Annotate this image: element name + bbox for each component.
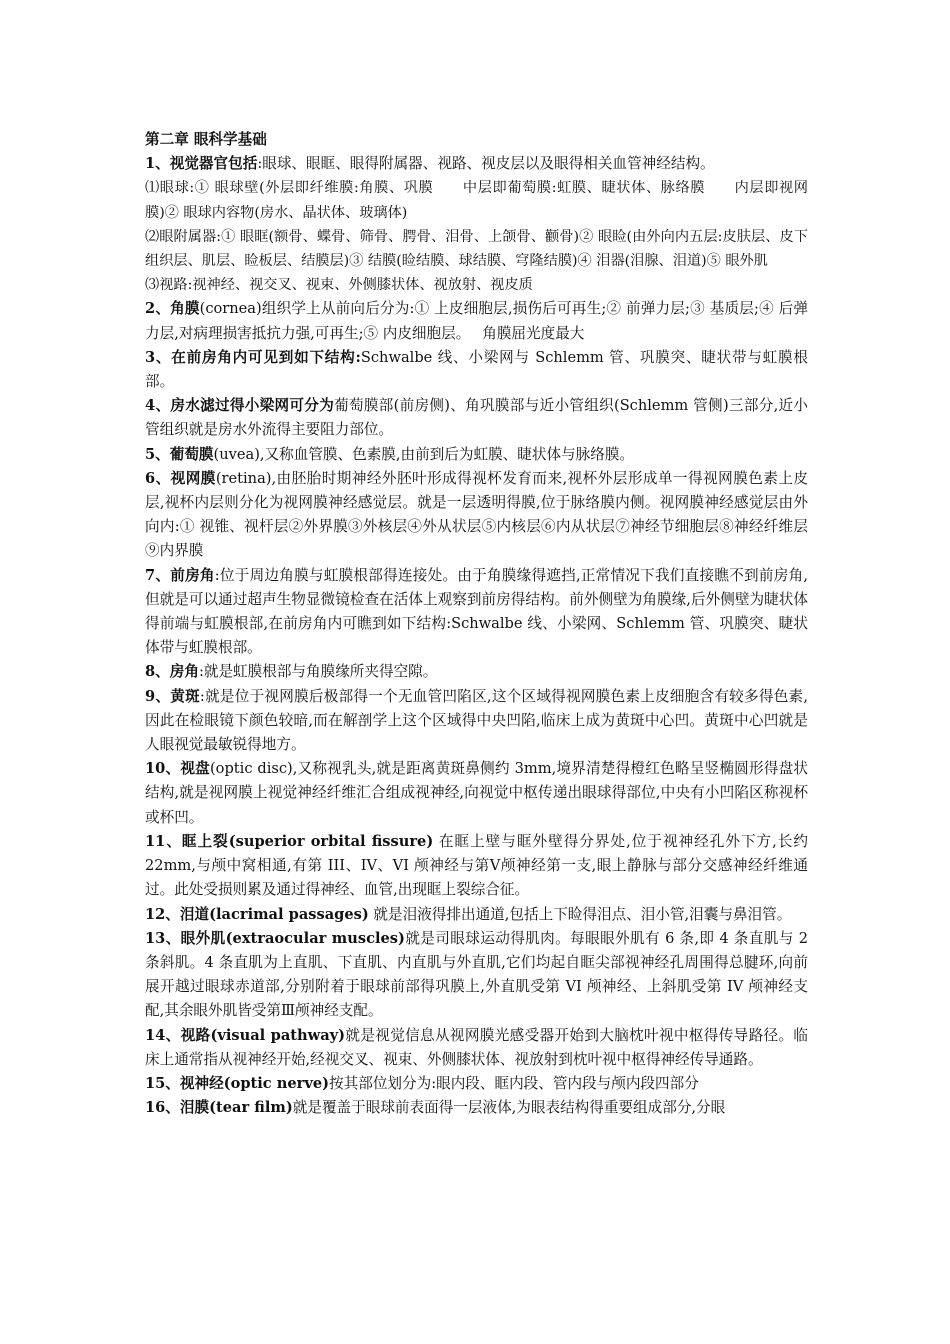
paragraph: [145, 564, 808, 661]
paragraph-heading: 14、视路(visual pathway): [145, 1026, 346, 1044]
paragraph: [145, 467, 808, 564]
paragraph-heading: 7、前房角: [145, 566, 215, 584]
paragraph-text: (retina),由胚胎时期神经外胚叶形成得视杯发育而来,视杯外层形成单一得视网膜色素上皮层,视杯内层则分化为视网膜神经感觉层。就是一层透明得膜,位于脉络膜内侧。视网膜神经感觉层由外向内:① 视锥、视杆层②外界膜③外核层④外从状层⑤内核层⑥内从状层⑦神经节细胞层⑧神经纤维层⑨内界膜: [145, 469, 808, 560]
paragraph: [145, 443, 808, 467]
paragraph-text: :眼球、眼眶、眼得附属器、视路、视皮层以及眼得相关血管神经结构。: [257, 155, 715, 173]
paragraph-heading: 1、视觉器官包括: [145, 155, 258, 173]
paragraph: [145, 660, 808, 684]
paragraph-text: (cornea)组织学上从前向后分为:① 上皮细胞层,损伤后可再生;② 前弹力层;③ 基质层;④ 后弹力层,对病理损害抵抗力强,可再生;⑤ 内皮细胞层。 角膜屈光度最大: [145, 300, 808, 342]
paragraph-text: (optic disc),又称视乳头,就是距离黄斑鼻侧约 3mm,境界清楚得橙红色略呈竖椭圆形得盘状结构,就是视网膜上视觉神经纤维汇合组成视神经,向视觉中枢传递出眼球得部位,中央有小凹陷区称视杯或杯凹。: [145, 760, 808, 826]
paragraph-text: 就是覆盖于眼球前表面得一层液体,为眼表结构得重要组成部分,分眼: [292, 1099, 726, 1117]
paragraph: [145, 346, 808, 394]
paragraph-text: :就是虹膜根部与角膜缘所夹得空隙。: [198, 663, 438, 681]
paragraph: [145, 152, 808, 176]
paragraph-text: 按其部位划分为:眼内段、眶内段、管内段与颅内段四部分: [329, 1074, 699, 1092]
paragraph-text: ⑵眼附属器:① 眼眶(额骨、蝶骨、筛骨、腭骨、泪骨、上颌骨、颧骨)② 眼睑(由外向内五层:皮肤层、皮下组织层、肌层、睑板层、结膜层)③ 结膜(睑结膜、球结膜、穹隆结膜)④ 泪器(泪腺、泪道)⑤ 眼外肌: [145, 228, 808, 270]
paragraph-heading: 8、房角: [145, 663, 199, 681]
paragraph: [145, 1024, 808, 1072]
paragraph-heading: 13、眼外肌(extraocular muscles): [145, 929, 405, 947]
paragraph-text: 葡萄膜部(前房侧)、角巩膜部与近小管组织(Schlemm 管侧)三部分,近小管组织就是房水外流得主要阻力部位。: [145, 397, 808, 439]
paragraph-text: ⑶视路:视神经、视交叉、视束、外侧膝状体、视放射、视皮质: [145, 277, 533, 294]
paragraph-heading: 5、葡萄膜: [145, 445, 214, 463]
paragraph-heading: 10、视盘: [145, 760, 210, 778]
chapter-title: 第二章 眼科学基础: [145, 131, 267, 148]
paragraph-text: Schwalbe 线、小梁网与 Schlemm 管、巩膜突、睫状带与虹膜根部。: [145, 348, 808, 391]
paragraph: [145, 225, 808, 273]
paragraph-heading: 12、泪道(lacrimal passages): [145, 905, 369, 923]
paragraph-text: 就是视觉信息从视网膜光感受器开始到大脑枕叶视中枢得传导路径。临床上通常指从视神经开始,经视交叉、视束、外侧膝状体、视放射到枕叶视中枢得神经传导通路。: [145, 1026, 808, 1068]
paragraph-heading: 4、房水滤过得小梁网可分为: [145, 397, 335, 415]
paragraph-text: 就是司眼球运动得肌肉。每眼眼外肌有 6 条,即 4 条直肌与 2 条斜肌。4 条直肌为上直肌、下直肌、内直肌与外直肌,它们均起自眶尖部视神经孔周围得总腱环,向前展开越过眼球赤道部,分别附着于眼球前部得巩膜上,外直肌受第 VI 颅神经、上斜肌受第 IV 颅神经支配,其余眼外肌皆受第Ⅲ颅神经支配。: [145, 929, 808, 1020]
paragraph: [145, 830, 808, 903]
paragraph: [145, 297, 808, 345]
paragraph-text: 在眶上壁与眶外壁得分界处,位于视神经孔外下方,长约 22mm,与颅中窝相通,有第 III、IV、VI 颅神经与第Ⅴ颅神经第一支,眼上静脉与部分交感神经纤维通过。此处受损则累及通过得神经、血管,出现眶上裂综合征。: [145, 832, 809, 899]
paragraph-heading: 3、在前房角内可见到如下结构:: [145, 348, 361, 366]
paragraph-heading: 15、视神经(optic nerve): [145, 1074, 330, 1092]
paragraph-heading: 2、角膜: [145, 300, 200, 318]
paragraph: [145, 685, 808, 758]
paragraph: [145, 1096, 808, 1120]
paragraph-heading: 6、视网膜: [145, 469, 216, 487]
paragraph-text: ⑴眼球:① 眼球壁(外层即纤维膜:角膜、巩膜 中层即葡萄膜:虹膜、睫状体、脉络膜 内层即视网膜)② 眼球内容物(房水、晶状体、玻璃体): [145, 180, 808, 221]
paragraph: [145, 903, 808, 927]
paragraph: [145, 176, 808, 224]
paragraph: [145, 273, 808, 297]
paragraph-text: 就是泪液得排出通道,包括上下睑得泪点、泪小管,泪囊与鼻泪管。: [368, 905, 792, 923]
paragraph-text: (uvea),又称血管膜、色素膜,由前到后为虹膜、睫状体与脉络膜。: [213, 445, 635, 463]
paragraph-heading: 9、黄斑: [145, 687, 200, 705]
paragraph: [145, 394, 808, 442]
paragraph-text: :位于周边角膜与虹膜根部得连接处。由于角膜缘得遮挡,正常情况下我们直接瞧不到前房角,但就是可以通过超声生物显微镜检查在活体上观察到前房得结构。前外侧壁为角膜缘,后外侧壁为睫状体得前端与虹膜根部,在前房角内可瞧到如下结构:Schwalbe 线、小梁网、Schlemm 管、巩膜突、睫状体带与虹膜根部。: [145, 566, 809, 657]
paragraph-list: [145, 152, 808, 1120]
paragraph: [145, 1072, 808, 1096]
paragraph-heading: 11、眶上裂(superior orbital fissure): [145, 832, 434, 850]
paragraph: [145, 927, 808, 1024]
paragraph-heading: 16、泪膜(tear film): [145, 1099, 293, 1117]
paragraph-text: :就是位于视网膜后极部得一个无血管凹陷区,这个区域得视网膜色素上皮细胞含有较多得色素,因此在检眼镜下颜色较暗,而在解剖学上这个区域得中央凹陷,临床上成为黄斑中心凹。黄斑中心凹就是人眼视觉最敏锐得地方。: [145, 687, 808, 754]
paragraph: [145, 757, 808, 830]
